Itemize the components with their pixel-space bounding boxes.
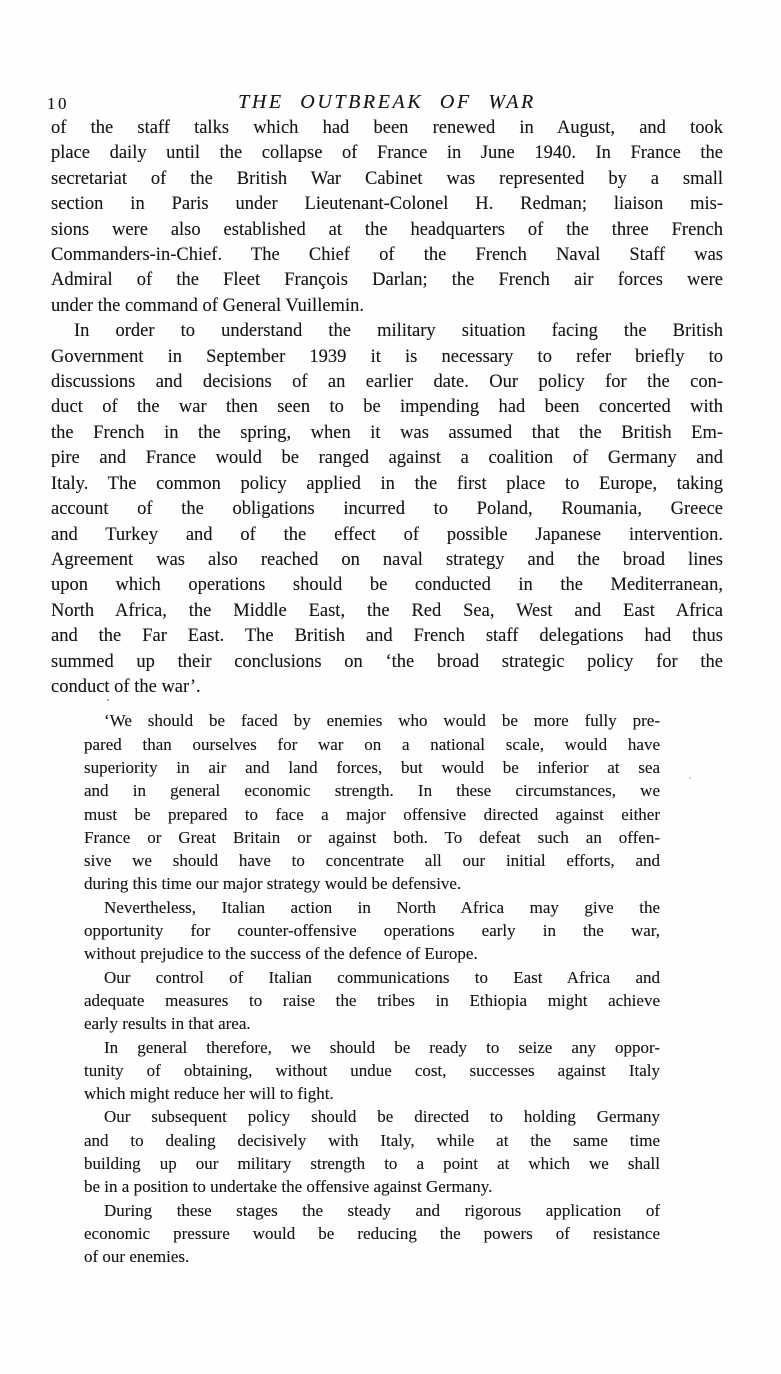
text-line: North Africa, the Middle East, the Red Sea, West and East Africa (51, 600, 723, 621)
text-line: ‘We should be faced by enemies who would be more fully pre- (104, 711, 660, 731)
text-line: pared than ourselves for war on a national scale, would have (84, 734, 660, 754)
text-line: the French in the spring, when it was assumed that the British Em- (51, 422, 723, 443)
running-head-title: THE OUTBREAK OF WAR (238, 91, 536, 113)
text-line: of our enemies. (84, 1247, 190, 1267)
quote-paragraph (84, 896, 660, 966)
text-line: sive we should have to concentrate all our initial efforts, and (84, 851, 660, 871)
text-line: which might reduce her will to fight. (84, 1084, 334, 1104)
text-line: opportunity for counter-offensive operations early in the war, (84, 921, 660, 941)
text-line: discussions and decisions of an earlier date. Our policy for the con- (51, 372, 723, 393)
text-line: In general therefore, we should be ready to seize any oppor- (104, 1037, 660, 1057)
body-paragraph (51, 116, 723, 319)
scan-speck (107, 699, 109, 701)
text-line: Government in September 1939 it is necessary to refer briefly to (51, 346, 723, 367)
text-line: France or Great Britain or against both. To defeat such an offen- (84, 827, 660, 847)
text-line: must be prepared to face a major offensive directed against either (84, 804, 660, 824)
quote-paragraph (84, 1036, 660, 1106)
text-line: and to dealing decisively with Italy, while at the same time (84, 1130, 660, 1150)
text-line: pire and France would be ranged against a coalition of Germany and (51, 448, 723, 469)
text-line: summed up their conclusions on ‘the broad strategic policy for the (51, 651, 723, 672)
text-line: of the staff talks which had been renewed in August, and took (51, 118, 723, 138)
text-line: and in general economic strength. In these circumstances, we (84, 781, 660, 801)
text-line: Commanders-in-Chief. The Chief of the French Naval Staff was (51, 245, 723, 266)
text-line: early results in that area. (84, 1014, 251, 1034)
text-line: During these stages the steady and rigorous application of (104, 1200, 660, 1220)
text-line: Our subsequent policy should be directed to holding Germany (104, 1107, 660, 1127)
quote-paragraph (84, 1199, 660, 1269)
text-line: conduct of the war’. (51, 676, 201, 697)
text-line: Our control of Italian communications to East Africa and (104, 967, 660, 987)
quote-paragraph (84, 1105, 660, 1198)
body-paragraph (51, 319, 723, 700)
text-line: adequate measures to raise the tribes in Ethiopia might achieve (84, 990, 660, 1010)
text-line: and Turkey and of the effect of possible Japanese intervention. (51, 524, 723, 545)
text-line: account of the obligations incurred to Poland, Roumania, Greece (51, 499, 723, 520)
text-line: tunity of obtaining, without undue cost, successes against Italy (84, 1060, 660, 1080)
text-line: Admiral of the Fleet François Darlan; the French air forces were (51, 270, 723, 291)
text-line: sions were also established at the headquarters of the three French (51, 219, 723, 240)
text-line: superiority in air and land forces, but would be inferior at sea (84, 757, 660, 777)
quote-paragraph (84, 966, 660, 1036)
page-number: 10 (47, 94, 69, 113)
page-header (47, 91, 723, 115)
text-line: be in a position to undertake the offensive against Germany. (84, 1177, 493, 1197)
text-line: Nevertheless, Italian action in North Africa may give the (104, 897, 660, 917)
text-line: secretariat of the British War Cabinet was represented by a small (51, 168, 723, 189)
text-line: Agreement was also reached on naval strategy and the broad lines (51, 549, 723, 570)
text-line: In order to understand the military situation facing the British (74, 321, 723, 342)
text-line: without prejudice to the success of the defence of Europe. (84, 944, 478, 964)
text-line: Italy. The common policy applied in the first place to Europe, taking (51, 473, 723, 494)
text-line: building up our military strength to a point at which we shall (84, 1153, 660, 1173)
text-line: economic pressure would be reducing the powers of resistance (84, 1223, 660, 1243)
text-line: and the Far East. The British and French staff delegations had thus (51, 626, 723, 647)
text-line: upon which operations should be conducted in the Mediterranean, (51, 575, 723, 596)
scan-speck (689, 777, 691, 779)
quote-paragraph (84, 709, 660, 895)
text-column (51, 116, 723, 1268)
text-line: under the command of General Vuillemin. (51, 295, 364, 316)
text-line: duct of the war then seen to be impending had been concerted with (51, 397, 723, 418)
text-line: section in Paris under Lieutenant-Colonel H. Redman; liaison mis- (51, 194, 723, 215)
text-line: during this time our major strategy would be defensive. (84, 874, 462, 894)
text-line: place daily until the collapse of France in June 1940. In France the (51, 143, 723, 164)
